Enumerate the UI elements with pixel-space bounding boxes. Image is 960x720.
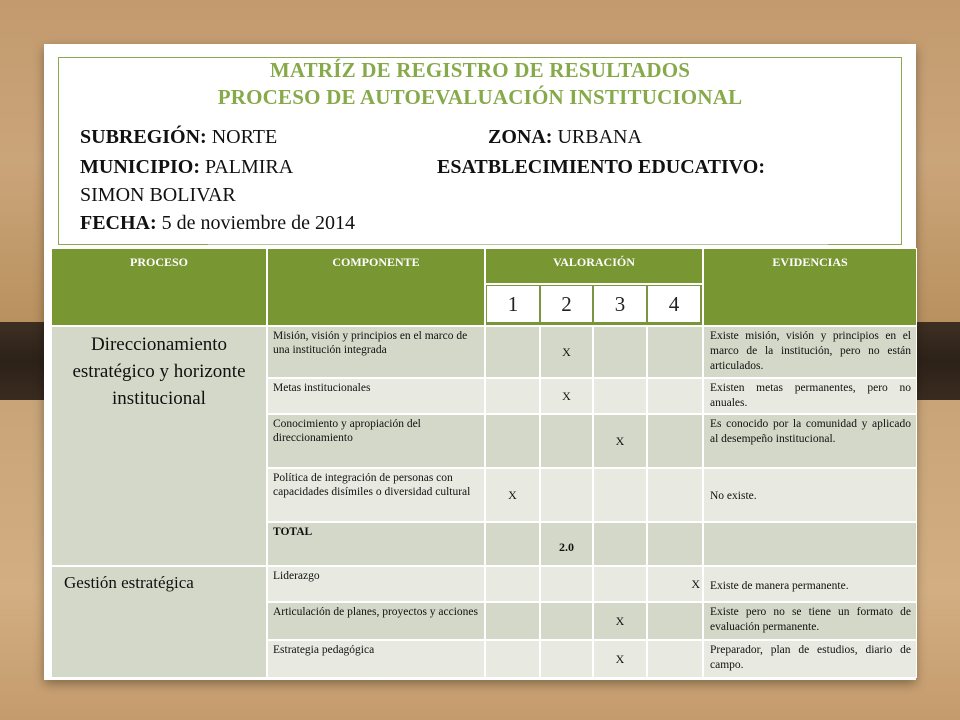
evidencia-cell: Existe pero no se tiene un formato de evaluación permanente. [703, 602, 917, 640]
title-line-1: MATRÍZ DE REGISTRO DE RESULTADOS [269, 58, 691, 82]
valoracion-cell [485, 602, 540, 640]
subregion-info [80, 126, 277, 149]
valoracion-cell [647, 522, 703, 566]
valoracion-cell [593, 378, 647, 414]
valoracion-cell [593, 522, 647, 566]
subregion-value: NORTE [206, 126, 278, 148]
fecha-info [80, 212, 355, 235]
valoracion-cell [485, 414, 540, 468]
valoracion-cell [485, 378, 540, 414]
header-valoracion: VALORACIÓN [485, 248, 703, 284]
valoracion-cell [647, 468, 703, 522]
mark-cell: X [540, 378, 593, 414]
evidencia-cell: Existe misión, visión y principios en el marco de la institución, pero no están articulados. [703, 326, 917, 378]
header-proceso: PROCESO [51, 248, 267, 326]
valoracion-col-2: 2 [540, 285, 593, 323]
componente-cell: Liderazgo [267, 566, 485, 602]
evidencia-cell: Preparador, plan de estudios, diario de campo. [703, 640, 917, 678]
valoracion-cell [593, 566, 647, 602]
fecha-value: 5 de noviembre de 2014 [156, 212, 355, 234]
valoracion-cell [647, 640, 703, 678]
header-evidencias: EVIDENCIAS [703, 248, 917, 326]
valoracion-col-4: 4 [647, 285, 701, 323]
valoracion-cell [647, 326, 703, 378]
componente-cell: Estrategia pedagógica [267, 640, 485, 678]
zona-label: ZONA: [488, 126, 553, 148]
evidencia-cell [703, 522, 917, 566]
establecimiento-value: SIMON BOLIVAR [80, 184, 236, 206]
componente-cell: Conocimiento y apropiación del direccionamiento [267, 414, 485, 468]
zona-info [488, 126, 642, 149]
establecimiento-info [437, 156, 765, 179]
valoracion-cell [485, 640, 540, 678]
valoracion-col-3: 3 [593, 285, 647, 323]
proceso-gestion-estrategica: Gestión estratégica [51, 566, 267, 678]
valoracion-cell [540, 468, 593, 522]
total-value: 2.0 [540, 522, 593, 566]
valoracion-cell [593, 468, 647, 522]
mark-cell: X [647, 566, 703, 602]
componente-cell: Misión, visión y principios en el marco de una institución integrada [267, 326, 485, 378]
municipio-info [80, 156, 293, 179]
proceso-direccionamiento: Direccionamiento estratégico y horizonte institucional [51, 326, 267, 566]
evidencia-cell: No existe. [703, 468, 917, 522]
results-table [51, 248, 917, 678]
mark-cell: X [593, 602, 647, 640]
valoracion-cell [540, 566, 593, 602]
mark-cell: X [593, 414, 647, 468]
valoracion-cell [485, 326, 540, 378]
componente-cell: Articulación de planes, proyectos y acciones [267, 602, 485, 640]
evidencia-cell: Es conocido por la comunidad y aplicado al desempeño institucional. [703, 414, 917, 468]
valoracion-cell [647, 414, 703, 468]
valoracion-cell [540, 602, 593, 640]
evidencia-cell: Existen metas permanentes, pero no anuales. [703, 378, 917, 414]
valoracion-cell [485, 566, 540, 602]
title-line-2: PROCESO DE AUTOEVALUACIÓN INSTITUCIONAL [217, 85, 743, 109]
municipio-value: PALMIRA [200, 156, 294, 178]
componente-cell: Política de integración de personas con capacidades disímiles o diversidad cultural [267, 468, 485, 522]
componente-cell: Metas institucionales [267, 378, 485, 414]
mark-cell: X [485, 468, 540, 522]
divider-line [208, 244, 828, 245]
valoracion-cell [593, 326, 647, 378]
mark-cell: X [593, 640, 647, 678]
fecha-label: FECHA: [80, 212, 157, 234]
evidencia-cell: Existe de manera permanente. [703, 566, 917, 602]
valoracion-cell [540, 640, 593, 678]
zona-value: URBANA [552, 126, 642, 148]
valoracion-cell [485, 522, 540, 566]
valoracion-cell [647, 378, 703, 414]
establecimiento-label: ESATBLECIMIENTO EDUCATIVO: [437, 156, 765, 178]
valoracion-cell [647, 602, 703, 640]
total-label: TOTAL [267, 522, 485, 566]
subregion-label: SUBREGIÓN: [80, 126, 207, 148]
header-componente: COMPONENTE [267, 248, 485, 326]
municipio-label: MUNICIPIO: [80, 156, 200, 178]
valoracion-cell [540, 414, 593, 468]
valoracion-col-1: 1 [486, 285, 540, 323]
mark-cell: X [540, 326, 593, 378]
